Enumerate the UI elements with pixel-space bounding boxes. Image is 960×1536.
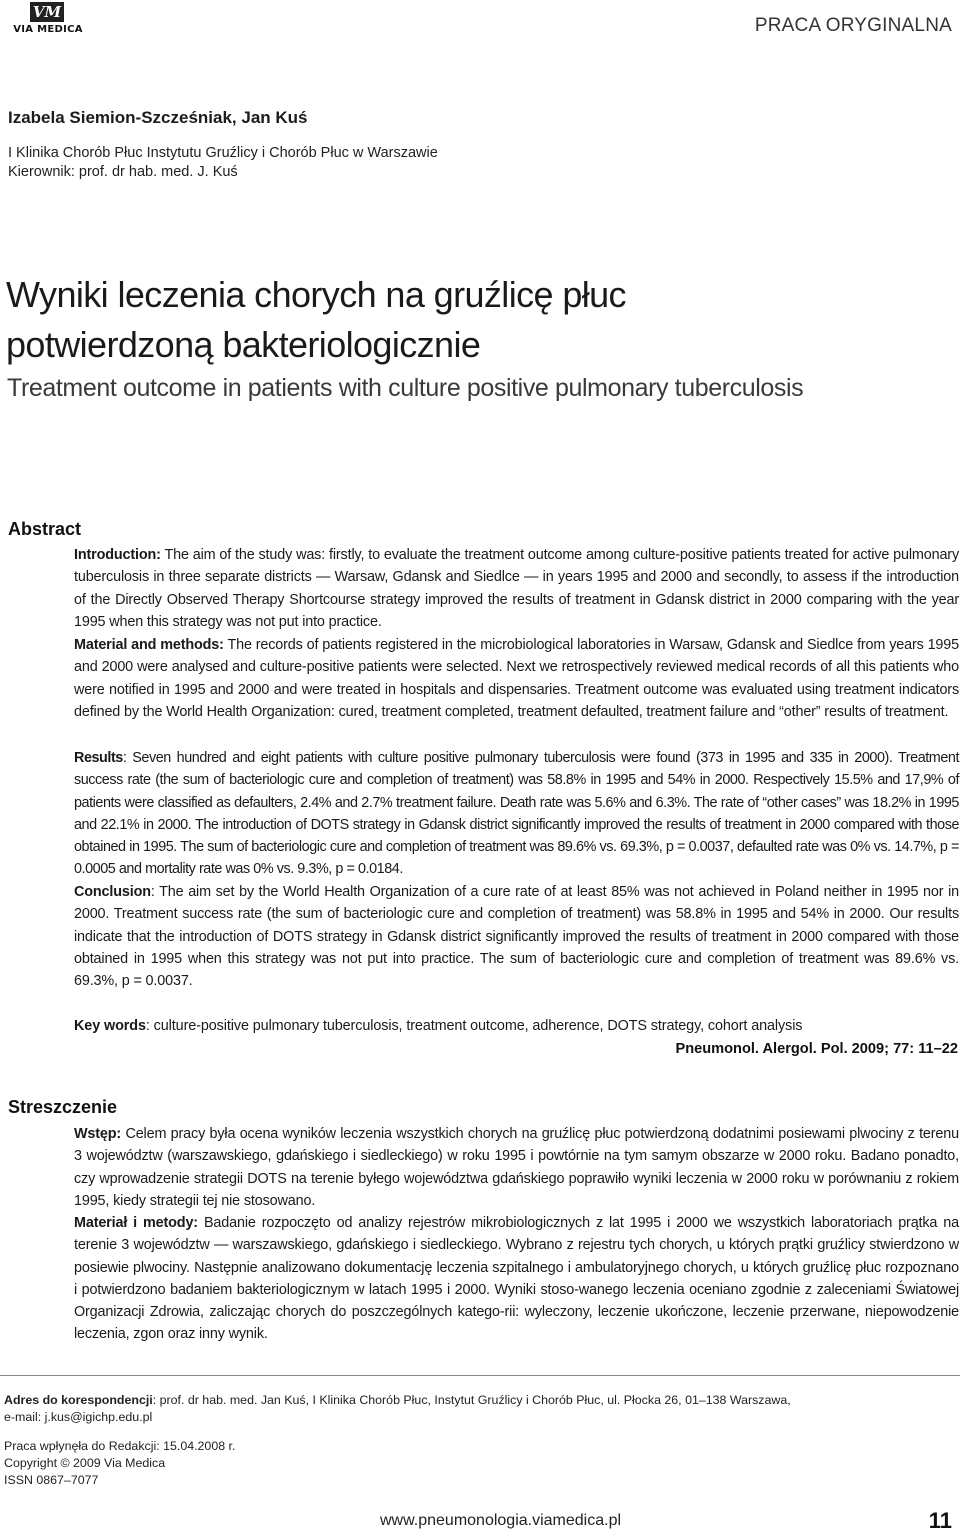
methods-label: Material and methods: bbox=[74, 637, 224, 653]
journal-website: www.pneumonologia.viamedica.pl bbox=[380, 1512, 622, 1529]
streszczenie-wstep bbox=[74, 1123, 959, 1212]
correspondence-email: e-mail: j.kus@igichp.edu.pl bbox=[4, 1410, 153, 1424]
issn: ISSN 0867–7077 bbox=[4, 1473, 99, 1487]
metody-label: Materiał i metody: bbox=[74, 1215, 198, 1231]
keywords-label: Key words bbox=[74, 1018, 146, 1034]
authors: Izabela Siemion-Szcześniak, Jan Kuś bbox=[8, 108, 308, 127]
methods-text: The records of patients registered in the microbiological laboratories in Warsaw, Gdansk and Siedlce from years 1995 and 2000 were analysed and culture-positive patients were selected. Next we retrospectively reviewed medical records of all this patients who were notified in 1995 and 2000 and were treated in hospitals and dispensaries. Treatment outcome was evaluated using treatment indicators defined by the World Health Organization: cured, treatment completed, treatment defaulted, treatment failure and “other” results of treatment. bbox=[74, 637, 959, 720]
logo-text: VIA MEDICA bbox=[13, 24, 83, 35]
abstract-conclusion bbox=[74, 881, 959, 992]
footer-divider bbox=[0, 1375, 960, 1376]
abstract-heading: Abstract bbox=[8, 519, 82, 539]
received-date: Praca wpłynęła do Redakcji: 15.04.2008 r. bbox=[4, 1439, 236, 1453]
article-subtitle: Treatment outcome in patients with culture positive pulmonary tuberculosis bbox=[7, 374, 804, 402]
logo-mark: VM bbox=[30, 2, 64, 22]
via-medica-logo bbox=[8, 2, 84, 38]
citation: Pneumonol. Alergol. Pol. 2009; 77: 11–22 bbox=[675, 1041, 958, 1057]
page-number: 11 bbox=[928, 1508, 952, 1533]
correspondence-label: Adres do korespondencji bbox=[4, 1393, 153, 1407]
affiliation: I Klinika Chorób Płuc Instytutu Gruźlicy i Chorób Płuc w Warszawie bbox=[8, 145, 438, 161]
correspondence-address bbox=[4, 1392, 791, 1409]
abstract-methods bbox=[74, 634, 959, 723]
abstract-introduction bbox=[74, 544, 959, 633]
copyright: Copyright © 2009 Via Medica bbox=[4, 1456, 166, 1470]
wstep-label: Wstęp: bbox=[74, 1126, 122, 1142]
streszczenie-heading: Streszczenie bbox=[8, 1097, 118, 1117]
wstep-text: Celem pracy była ocena wyników leczenia wszystkich chorych na gruźlicę płuc potwierdzoną dodatnimi posiewami plwociny z terenu 3 województw (warszawskiego, gdańskiego i siedleckiego) w roku 1995 i powtórnie na tym samym obszarze w 2000 roku. Badano ponadto, czy wprowadzenie strategii DOTS na terenie byłego województwa gdańskiego poprawiło wyniki leczenia w 2000 roku w porównaniu z rokiem 1995, kiedy strategii tej nie stosowano. bbox=[74, 1126, 959, 1209]
results-text: : Seven hundred and eight patients with culture positive pulmonary tuberculosis were found (373 in 1995 and 335 in 2000). Treatment success rate (the sum of bacteriologic cure and completion of treatment) was 58.8% in 1995 and 54% in 2000. Respectively 15.5% and 17,9% of patients were classified as defaulters, 2.4% and 2.7% treatment failure. Death rate was 5.6% and 6.3%. The rate of “other cases” was 18.2% in 1995 and 22.1% in 2000. The introduction of DOTS strategy in Gdansk district significantly improved the results of treatment in 2000 compared with those obtained in 1995. The sum of bacteriologic cure and completion of treatment was 89.6% vs. 69.3%, p = 0.0037, defaulted rate was 0% vs. 14.7%, p = 0.0005 and mortality rate was 0% vs. 9.3%, p = 0.0184. bbox=[74, 750, 959, 878]
title-line-2: potwierdzoną bakteriologicznie bbox=[6, 324, 481, 365]
metody-text: Badanie rozpoczęto od analizy rejestrów mikrobiologicznych z lat 1995 i 2000 we wszystkich laboratoriach prątka na terenie 3 województw — warszawskiego, gdańskiego i siedleckiego. Wybrano z rejestru tych chorych, u których prątki gruźlicy stwierdzono w posiewie plwociny. Następnie analizowano dokumentację leczenia szpitalnego i ambulatoryjnego chorych, u których gruźlicę płuc rozpoznano i potwierdzono badaniem bakteriologicznym w latach 1995 i 2000. Wyniki stoso-wanego leczenia oceniano zgodnie z zaleceniami Światowej Organizacji Zdrowia, zaliczając chorych do poszczególnych katego-rii: wyleczony, leczenie ukończone, leczenie przerwane, niepowodzenie leczenia, zgon oraz inny wynik. bbox=[74, 1215, 959, 1343]
streszczenie-metody bbox=[74, 1212, 959, 1346]
section-label: PRACA ORYGINALNA bbox=[754, 15, 952, 36]
department-head: Kierownik: prof. dr hab. med. J. Kuś bbox=[8, 164, 238, 180]
article-title bbox=[6, 270, 906, 370]
abstract-results bbox=[74, 747, 959, 881]
keywords-text: : culture-positive pulmonary tuberculosis, treatment outcome, adherence, DOTS strategy, cohort analysis bbox=[145, 1018, 803, 1034]
results-label: Results bbox=[74, 750, 123, 766]
keywords bbox=[74, 1018, 802, 1034]
introduction-text: The aim of the study was: firstly, to evaluate the treatment outcome among culture-positive patients treated for active pulmonary tuberculosis in three separate districts — Warsaw, Gdansk and Siedlce — in years 1995 and 2000 and secondly, to assess if the introduction of the Directly Observed Therapy Shortcourse strategy improved the results of treatment in Gdansk district in 2000 comparing with the year 1995 when this strategy was not put into practice. bbox=[74, 547, 959, 630]
conclusion-text: : The aim set by the World Health Organization of a cure rate of at least 85% was not achieved in Poland neither in 1995 nor in 2000. Treatment success rate (the sum of bacteriologic cure and completion of treatment) was 58.8% in 1995 and 54% in 2000. Our results indicate that the introduction of DOTS strategy in Gdansk district significantly improved the results of treatment in 2000 compared with those obtained in 1995 when this strategy was not put into practice. The sum of bacteriologic cure and completion of treatment was 89.6% vs. 69.3%, p = 0.0037. bbox=[74, 884, 959, 990]
introduction-label: Introduction: bbox=[74, 547, 161, 563]
conclusion-label: Conclusion bbox=[74, 884, 151, 900]
correspondence-text: : prof. dr hab. med. Jan Kuś, I Klinika Chorób Płuc, Instytut Gruźlicy i Chorób Płuc, ul. Płocka 26, 01–138 Warszawa, bbox=[152, 1393, 791, 1407]
title-line-1: Wyniki leczenia chorych na gruźlicę płuc bbox=[6, 274, 626, 315]
